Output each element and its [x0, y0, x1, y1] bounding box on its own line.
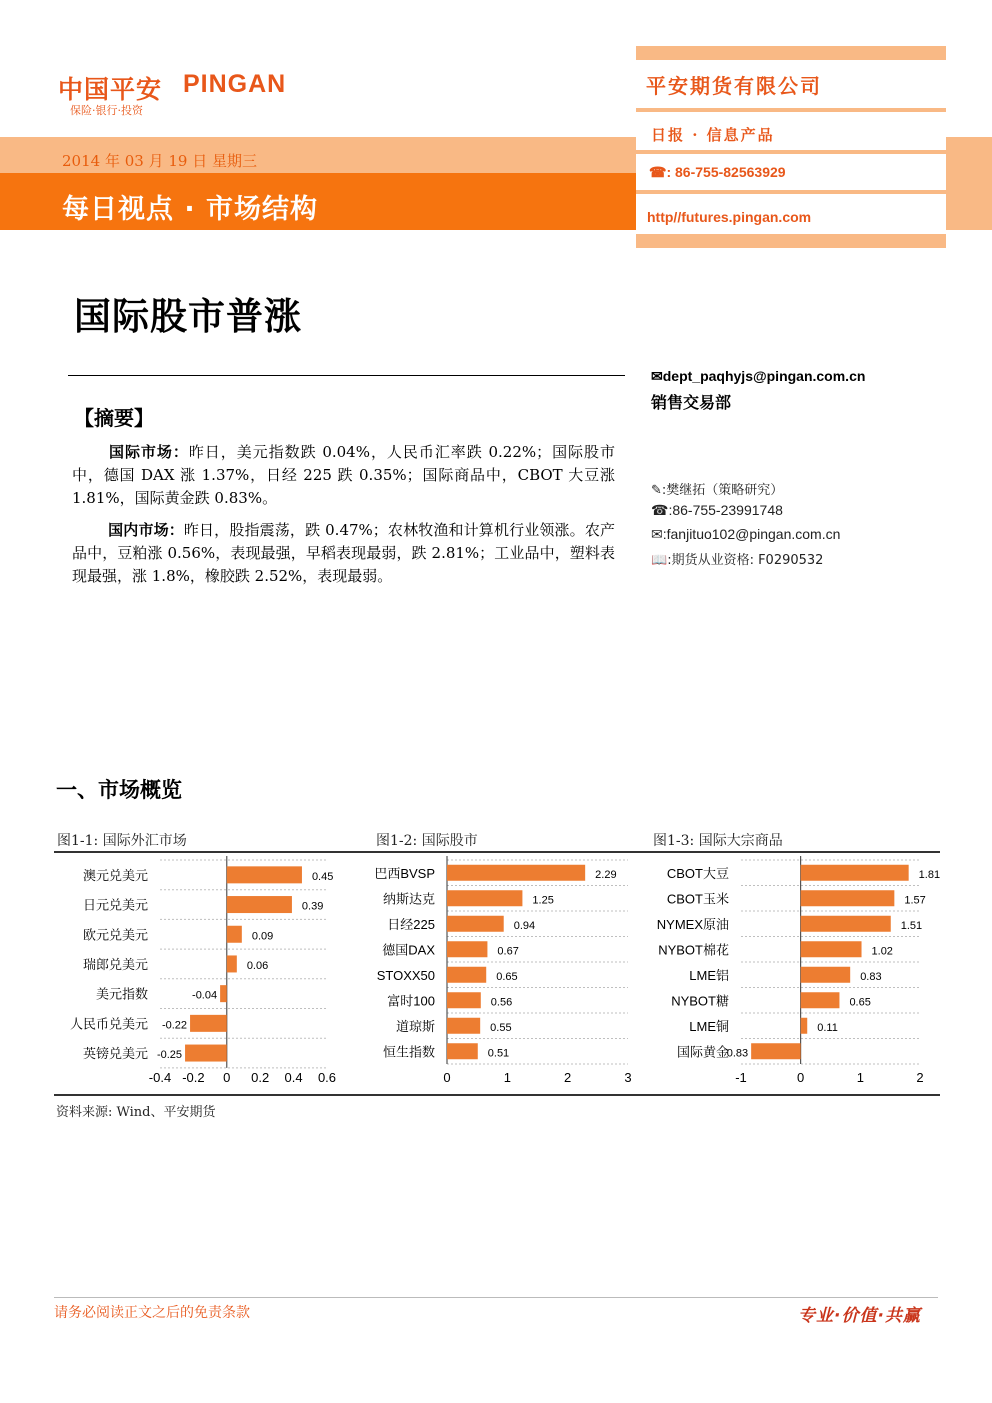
analyst-name: ✎:樊继拓（策略研究）: [651, 483, 784, 498]
bar: [185, 1045, 227, 1062]
data-label: -0.04: [192, 989, 218, 1002]
company-slogan: 专业·价值·共赢: [798, 1306, 921, 1326]
disclaimer-link[interactable]: 请务必阅读正文之后的免责条款: [54, 1305, 250, 1321]
category-label: STOXX50: [376, 967, 435, 983]
data-label: 0.83: [860, 970, 882, 983]
bar: [447, 890, 522, 906]
company-phone-number: 86-755-82563929: [675, 164, 786, 180]
category-label: 美元指数: [95, 986, 148, 1002]
category-label: 澳元兑美元: [82, 867, 148, 883]
logo-cn: 中国平安: [58, 75, 163, 104]
logo-subtitle: 保险·银行·投资: [70, 104, 143, 117]
tick-label: 3: [624, 1070, 632, 1085]
data-label: 1.02: [871, 945, 893, 958]
category-label: LME铜: [689, 1018, 729, 1034]
mail-icon: ✉: [651, 368, 663, 384]
category-label: 恒生指数: [382, 1044, 435, 1060]
category-label: 人民币兑美元: [69, 1016, 148, 1032]
bar: [801, 992, 840, 1008]
data-label: 0.65: [849, 996, 871, 1009]
category-label: 巴西BVSP: [374, 865, 435, 881]
data-label: 0.55: [490, 1021, 512, 1034]
bar: [447, 941, 487, 957]
bar: [220, 985, 227, 1002]
figure-bottom-rule: [54, 1094, 940, 1096]
logo-en: PINGAN: [183, 70, 287, 98]
data-label: 2.29: [595, 868, 617, 881]
category-label: NYBOT糖: [671, 993, 729, 1009]
bar: [227, 866, 302, 883]
category-label: 英镑兑美元: [82, 1046, 148, 1062]
bar: [751, 1043, 801, 1059]
section-heading: 一、市场概览: [56, 778, 182, 802]
data-label: 0.51: [487, 1047, 510, 1060]
bar: [801, 1018, 808, 1034]
data-label: 0.45: [311, 870, 334, 883]
figure-title-fx: 图1-1: 国际外汇市场: [57, 833, 187, 849]
tick-label: 0: [443, 1070, 451, 1085]
abstract-intl-text: 昨日，美元指数跌 0.04%，人民币汇率跌 0.22%；国际股市中，德国 DAX 涨 1.37%，日经 225 跌 0.35%；国际商品中，CBOT 大豆涨 1.81%，国际黄金跌 0.83%。: [72, 443, 615, 507]
abstract-dom-text: 昨日，股指震荡，跌 0.47%；农林牧渔和计算机行业领涨。农产品中，豆粕涨 0.56%，表现最强，早稻表现最弱，跌 2.81%；工业品中，塑料表现最强，涨 1.8%，橡胶跌 2.52%，表现最弱。: [72, 521, 615, 585]
tick-label: 0: [797, 1070, 805, 1085]
header-band-right: [946, 137, 992, 230]
bar: [190, 1015, 227, 1032]
abstract-domestic: [72, 519, 615, 588]
data-label: -0.22: [161, 1019, 188, 1032]
bar: [447, 916, 504, 932]
data-label: -0.25: [156, 1049, 183, 1062]
bar: [447, 1018, 480, 1034]
phone-icon: ☎: [651, 502, 669, 518]
company-box-divider: [636, 108, 946, 112]
data-label: 0.94: [513, 919, 536, 932]
category-label: CBOT玉米: [666, 891, 729, 907]
bar: [801, 865, 909, 881]
report-date: 2014 年 03 月 19 日 星期三: [62, 152, 257, 170]
dept-email[interactable]: ✉dept_paqhyjs@pingan.com.cn: [651, 368, 866, 384]
product-type: 日报 · 信息产品: [651, 126, 775, 144]
tick-label: 1: [503, 1070, 511, 1085]
mail-icon: ✉: [651, 526, 663, 542]
bar: [447, 1043, 478, 1059]
bar: [447, 992, 481, 1008]
bar: [801, 890, 895, 906]
category-label: 纳斯达克: [382, 891, 435, 907]
data-source: 资料来源: Wind、平安期货: [56, 1105, 216, 1120]
category-label: 道琼斯: [395, 1018, 435, 1034]
category-label: 国际黄金: [676, 1044, 729, 1060]
company-box-top-bar: [636, 46, 946, 60]
bar: [447, 865, 585, 881]
company-name: 平安期货有限公司: [646, 74, 822, 98]
category-label: 日经225: [387, 916, 435, 932]
data-label: 0.09: [251, 930, 274, 943]
analyst-email[interactable]: ✉:fanjituo102@pingan.com.cn: [651, 526, 841, 542]
tick-label: 0.4: [284, 1070, 303, 1085]
company-box-divider: [636, 150, 946, 154]
tick-label: -1: [735, 1070, 747, 1085]
bar: [227, 926, 242, 943]
data-label: 1.57: [904, 894, 926, 907]
category-label: 日元兑美元: [82, 897, 148, 913]
tick-label: -0.4: [148, 1070, 172, 1085]
category-label: CBOT大豆: [666, 865, 729, 881]
company-box-bottom-bar: [636, 234, 946, 248]
category-label: 德国DAX: [382, 942, 435, 958]
figure-title-commodities: 图1-3: 国际大宗商品: [653, 833, 783, 849]
tick-label: 1: [856, 1070, 864, 1085]
company-box-divider: [636, 190, 946, 194]
footer-rule: [54, 1297, 938, 1298]
category-label: NYMEX原油: [656, 916, 729, 932]
tick-label: 0.2: [251, 1070, 270, 1085]
data-label: 0.56: [490, 996, 513, 1009]
abstract-dom-label: 国内市场：: [108, 521, 184, 539]
abstract-heading: 【摘要】: [74, 406, 154, 430]
bar: [801, 941, 862, 957]
analyst-license: 📖:期货从业资格: F0290532: [651, 553, 824, 568]
data-label: 0.39: [301, 900, 324, 913]
data-label: 0.67: [497, 945, 519, 958]
tick-label: 2: [564, 1070, 572, 1085]
data-label: 0.06: [246, 959, 269, 972]
tick-label: 0: [223, 1070, 231, 1085]
bar: [801, 967, 851, 983]
analyst-phone: ☎:86-755-23991748: [651, 502, 783, 518]
data-label: 0.83: [726, 1047, 749, 1060]
category-label: 富时100: [387, 993, 435, 1009]
data-label: 1.25: [532, 894, 554, 907]
abstract-intl-label: 国际市场：: [108, 443, 189, 461]
bar: [447, 967, 486, 983]
tick-label: 0.6: [317, 1070, 337, 1085]
market-overview-charts: [0, 852, 992, 1094]
category-label: 欧元兑美元: [82, 927, 148, 943]
figure-title-stocks: 图1-2: 国际股市: [376, 833, 478, 849]
company-phone: ☎: 86-755-82563929: [649, 164, 786, 180]
data-label: 1.51: [900, 919, 923, 932]
book-icon: 📖: [651, 553, 668, 568]
pen-icon: ✎: [651, 483, 662, 498]
bar: [227, 955, 237, 972]
page-title: 国际股市普涨: [74, 295, 302, 338]
bar: [227, 896, 292, 913]
title-divider: [68, 375, 625, 376]
tick-label: -0.2: [182, 1070, 205, 1085]
category-label: NYBOT棉花: [658, 942, 729, 958]
data-label: 0.11: [817, 1021, 838, 1034]
tick-label: 2: [916, 1070, 924, 1085]
company-url[interactable]: http//futures.pingan.com: [647, 209, 812, 225]
category-label: LME铝: [689, 967, 729, 983]
phone-icon: ☎: [649, 164, 667, 180]
report-series-title: 每日视点 · 市场结构: [62, 194, 319, 225]
category-label: 瑞郎兑美元: [82, 956, 148, 972]
data-label: 1.81: [918, 868, 941, 881]
abstract-intl: [72, 441, 615, 510]
bar: [801, 916, 891, 932]
dept-name: 销售交易部: [651, 393, 732, 412]
data-label: 0.65: [496, 970, 518, 983]
